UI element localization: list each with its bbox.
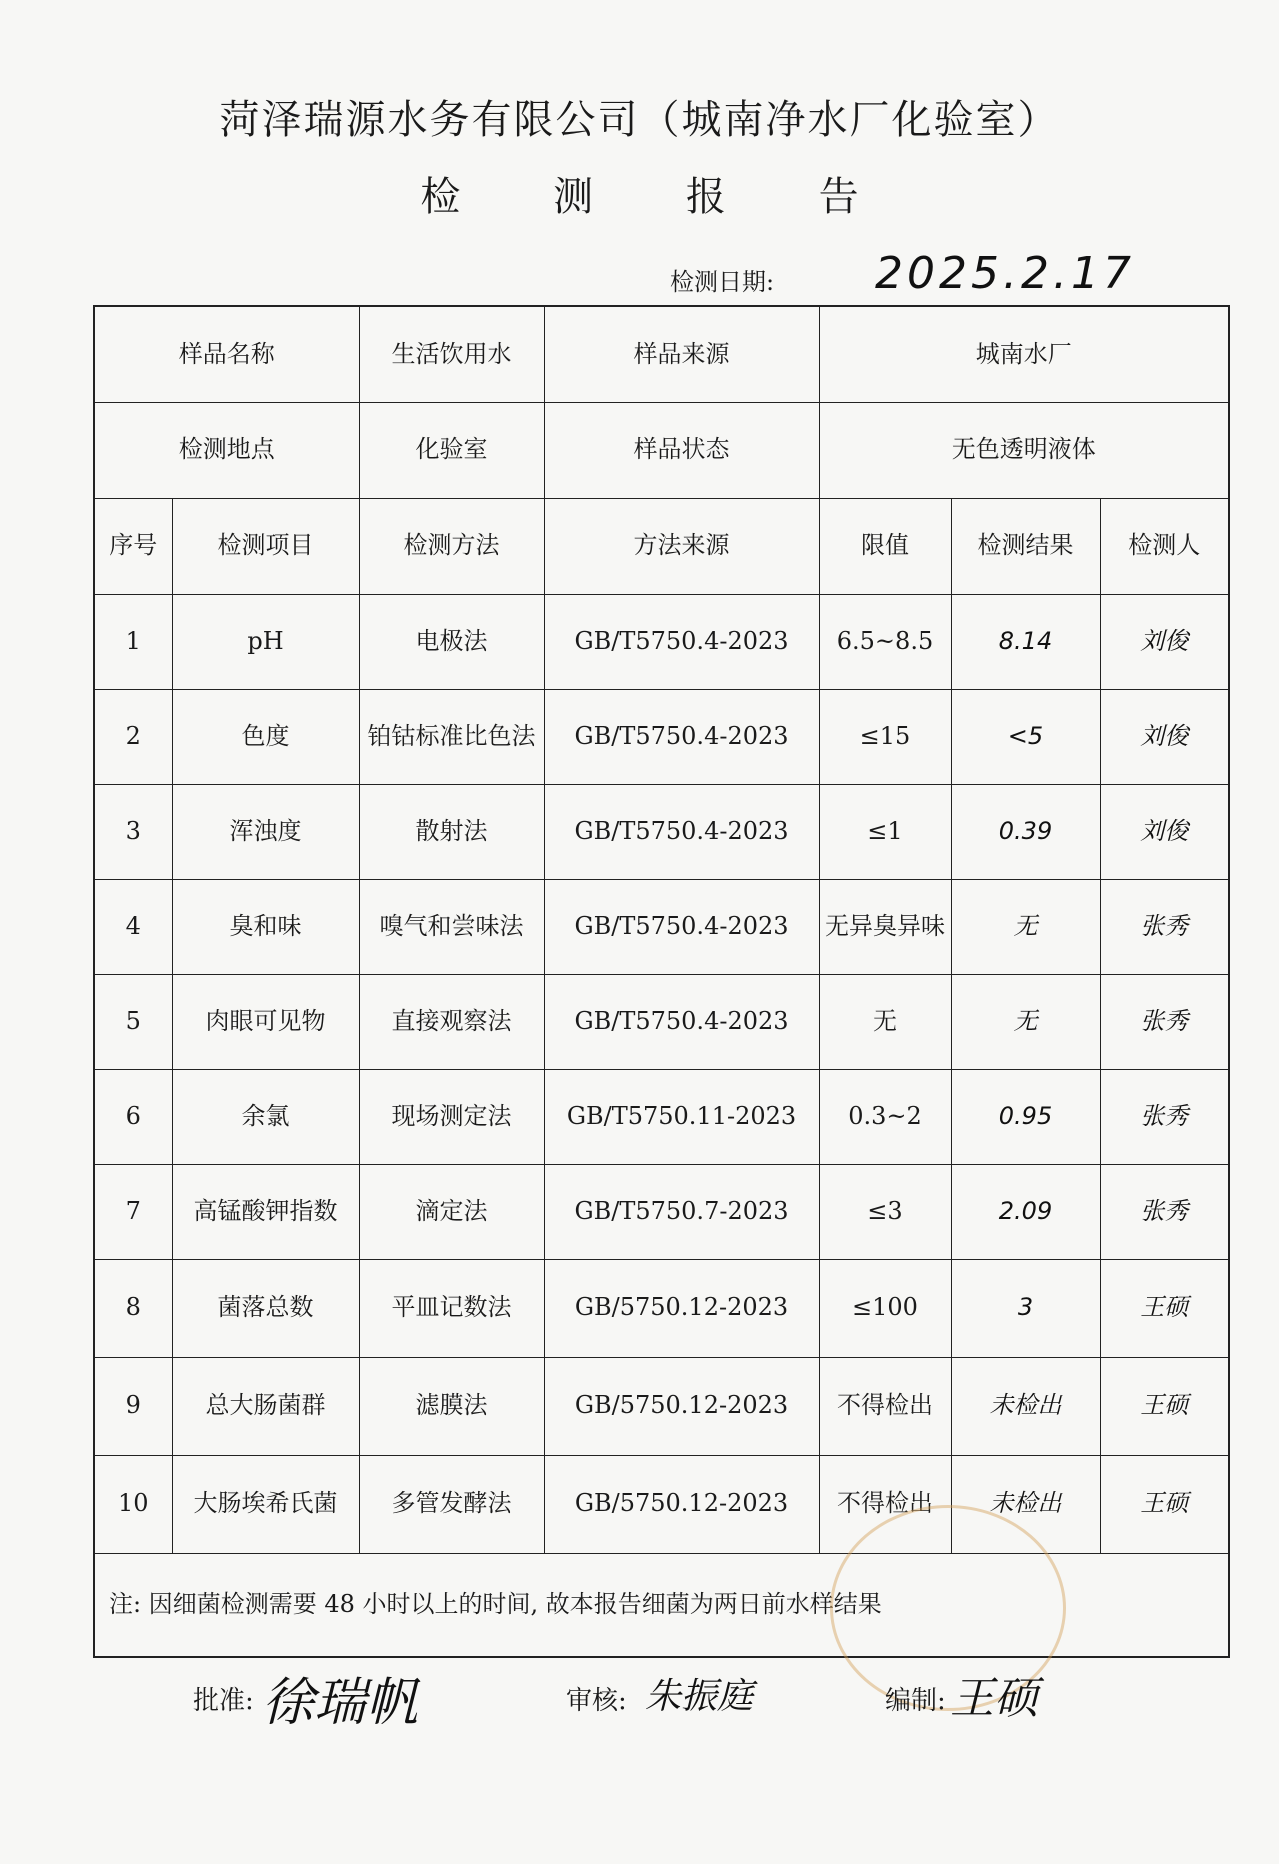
table-row — [94, 784, 1229, 879]
row-source: GB/T5750.7-2023 — [544, 1164, 819, 1259]
row-method: 铂钴标准比色法 — [359, 689, 544, 784]
row-result: 3 — [951, 1259, 1100, 1357]
row-result: 0.95 — [951, 1069, 1100, 1164]
table-row — [94, 1357, 1229, 1455]
row-result: 0.39 — [951, 784, 1100, 879]
row-result: 2.09 — [951, 1164, 1100, 1259]
state-label: 样品状态 — [544, 402, 819, 498]
col-header-method: 检测方法 — [359, 498, 544, 594]
sample-name-label: 样品名称 — [94, 306, 359, 402]
col-header-tester: 检测人 — [1100, 498, 1229, 594]
row-method: 滴定法 — [359, 1164, 544, 1259]
row-result: 8.14 — [951, 594, 1100, 689]
row-item: 肉眼可见物 — [172, 974, 359, 1069]
row-no: 4 — [94, 879, 172, 974]
row-no: 8 — [94, 1259, 172, 1357]
row-tester: 张秀 — [1100, 1069, 1229, 1164]
row-source: GB/T5750.4-2023 — [544, 974, 819, 1069]
column-header-row — [94, 498, 1229, 594]
row-item: 色度 — [172, 689, 359, 784]
sample-source-label: 样品来源 — [544, 306, 819, 402]
review-label: 审核: — [566, 1686, 627, 1716]
table-row — [94, 1069, 1229, 1164]
row-limit: 6.5~8.5 — [819, 594, 951, 689]
table-row — [94, 974, 1229, 1069]
row-limit: ≤3 — [819, 1164, 951, 1259]
row-no: 5 — [94, 974, 172, 1069]
row-item: 大肠埃希氏菌 — [172, 1455, 359, 1553]
row-tester: 张秀 — [1100, 1164, 1229, 1259]
row-method: 现场测定法 — [359, 1069, 544, 1164]
row-source: GB/T5750.4-2023 — [544, 689, 819, 784]
row-limit: 0.3~2 — [819, 1069, 951, 1164]
row-limit: 无异臭异味 — [819, 879, 951, 974]
row-limit: ≤100 — [819, 1259, 951, 1357]
state-value: 无色透明液体 — [819, 402, 1229, 498]
row-item: 余氯 — [172, 1069, 359, 1164]
row-method: 直接观察法 — [359, 974, 544, 1069]
row-method: 电极法 — [359, 594, 544, 689]
row-source: GB/T5750.4-2023 — [544, 784, 819, 879]
row-tester: 张秀 — [1100, 974, 1229, 1069]
col-header-source: 方法来源 — [544, 498, 819, 594]
row-tester: 刘俊 — [1100, 594, 1229, 689]
approve-signature: 徐瑞帆 — [262, 1673, 419, 1733]
sample-name-value: 生活饮用水 — [359, 306, 544, 402]
row-item: 菌落总数 — [172, 1259, 359, 1357]
row-no: 10 — [94, 1455, 172, 1553]
row-no: 3 — [94, 784, 172, 879]
row-result: 未检出 — [951, 1357, 1100, 1455]
location-label: 检测地点 — [94, 402, 359, 498]
col-header-no: 序号 — [94, 498, 172, 594]
table-row — [94, 1455, 1229, 1553]
sample-row-1 — [94, 306, 1229, 402]
compile-label: 编制: — [885, 1686, 946, 1716]
row-no: 1 — [94, 594, 172, 689]
row-method: 平皿记数法 — [359, 1259, 544, 1357]
row-source: GB/5750.12-2023 — [544, 1455, 819, 1553]
row-tester: 刘俊 — [1100, 784, 1229, 879]
row-no: 9 — [94, 1357, 172, 1455]
row-method: 散射法 — [359, 784, 544, 879]
row-no: 7 — [94, 1164, 172, 1259]
row-item: 浑浊度 — [172, 784, 359, 879]
row-result: 无 — [951, 879, 1100, 974]
report-table — [93, 305, 1230, 1658]
row-item: 高锰酸钾指数 — [172, 1164, 359, 1259]
row-item: 臭和味 — [172, 879, 359, 974]
col-header-limit: 限值 — [819, 498, 951, 594]
row-limit: 不得检出 — [819, 1357, 951, 1455]
note-text: 注: 因细菌检测需要 48 小时以上的时间, 故本报告细菌为两日前水样结果 — [94, 1553, 1229, 1657]
row-tester: 王硕 — [1100, 1259, 1229, 1357]
row-result: 无 — [951, 974, 1100, 1069]
row-limit: ≤1 — [819, 784, 951, 879]
company-name: 菏泽瑞源水务有限公司（城南净水厂化验室） — [219, 97, 1060, 143]
table-row — [94, 1164, 1229, 1259]
location-value: 化验室 — [359, 402, 544, 498]
row-source: GB/5750.12-2023 — [544, 1259, 819, 1357]
row-no: 2 — [94, 689, 172, 784]
row-limit: 无 — [819, 974, 951, 1069]
row-tester: 王硕 — [1100, 1357, 1229, 1455]
col-header-item: 检测项目 — [172, 498, 359, 594]
table-row — [94, 594, 1229, 689]
row-result: 未检出 — [951, 1455, 1100, 1553]
table-row — [94, 689, 1229, 784]
row-source: GB/5750.12-2023 — [544, 1357, 819, 1455]
report-title: 检 测 报 告 — [420, 174, 899, 220]
row-tester: 刘俊 — [1100, 689, 1229, 784]
approve-label: 批准: — [193, 1686, 254, 1716]
row-item: 总大肠菌群 — [172, 1357, 359, 1455]
sample-source-value: 城南水厂 — [819, 306, 1229, 402]
row-source: GB/T5750.4-2023 — [544, 594, 819, 689]
row-method: 嗅气和尝味法 — [359, 879, 544, 974]
row-result: <5 — [951, 689, 1100, 784]
date-label: 检测日期: — [670, 268, 775, 296]
row-item: pH — [172, 594, 359, 689]
row-method: 多管发酵法 — [359, 1455, 544, 1553]
table-row — [94, 1259, 1229, 1357]
row-limit: ≤15 — [819, 689, 951, 784]
row-tester: 张秀 — [1100, 879, 1229, 974]
row-source: GB/T5750.4-2023 — [544, 879, 819, 974]
review-signature: 朱振庭 — [645, 1676, 754, 1717]
row-method: 滤膜法 — [359, 1357, 544, 1455]
table-row — [94, 879, 1229, 974]
row-limit: 不得检出 — [819, 1455, 951, 1553]
col-header-result: 检测结果 — [951, 498, 1100, 594]
sample-row-2 — [94, 402, 1229, 498]
date-value: 2025.2.17 — [875, 248, 1135, 299]
row-tester: 王硕 — [1100, 1455, 1229, 1553]
row-source: GB/T5750.11-2023 — [544, 1069, 819, 1164]
row-no: 6 — [94, 1069, 172, 1164]
compile-signature: 王硕 — [950, 1673, 1038, 1724]
